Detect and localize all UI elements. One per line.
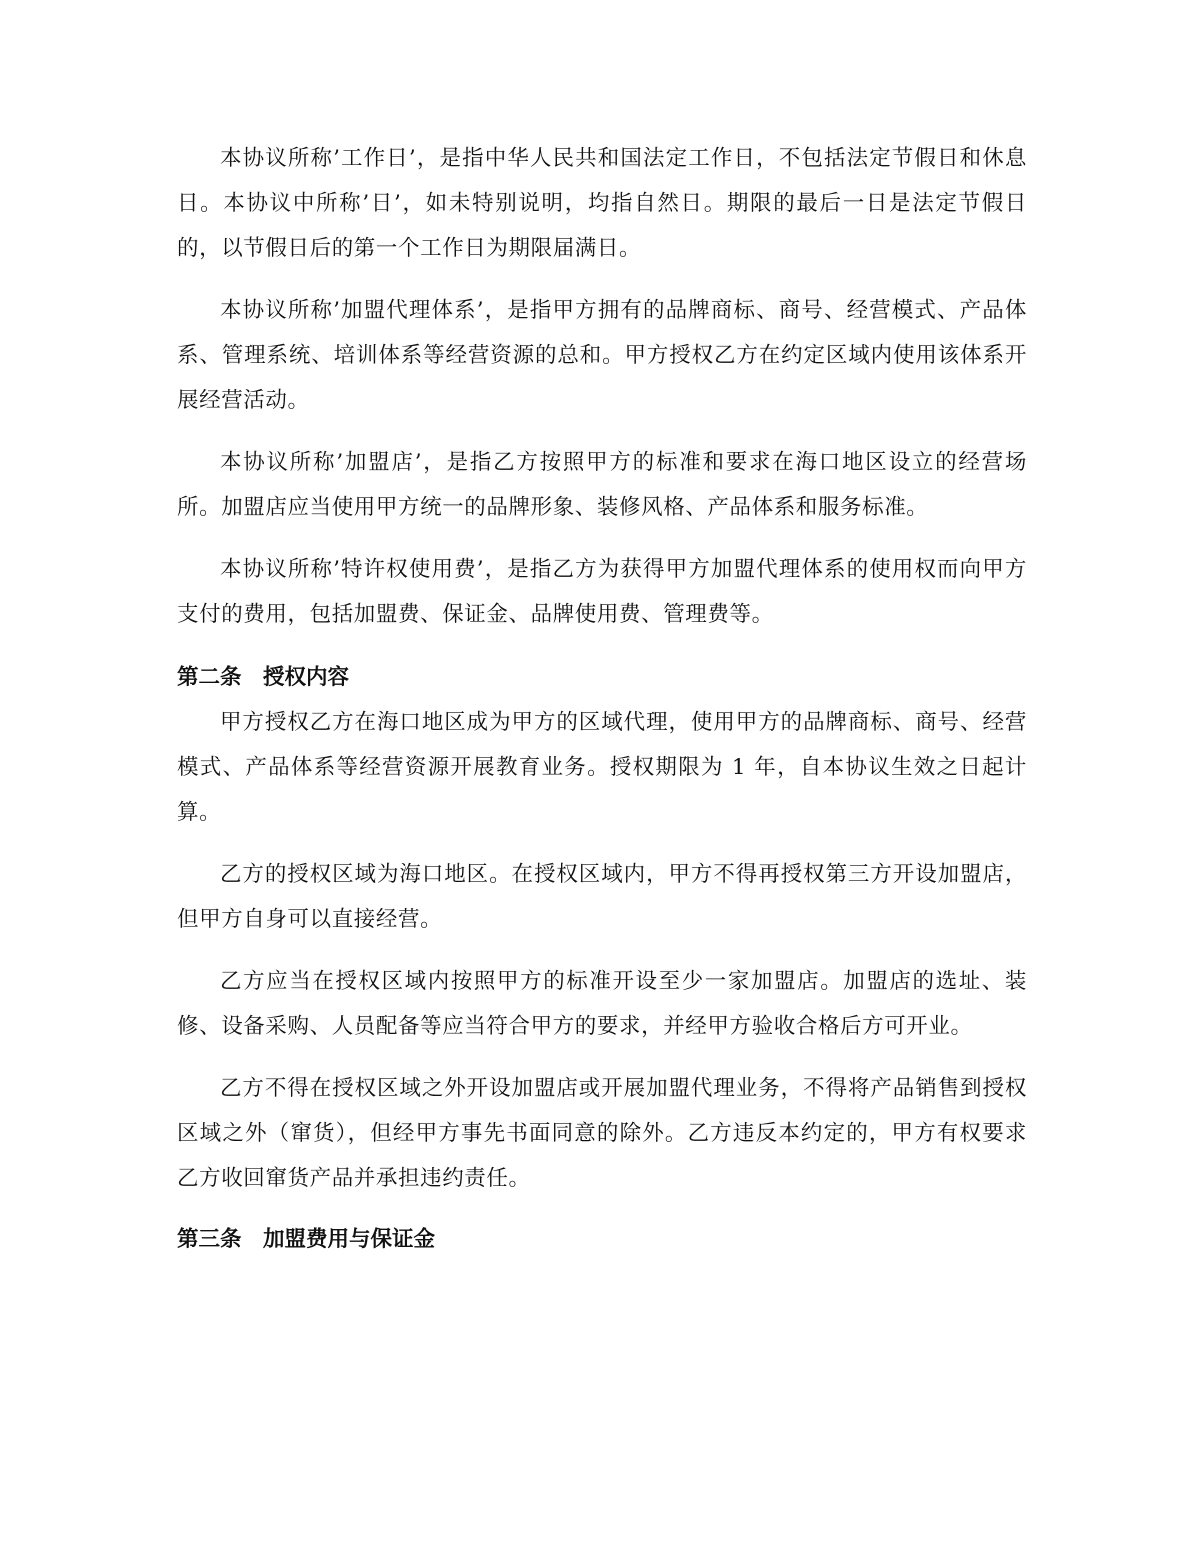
paragraph-authorization-scope: 甲方授权乙方在海口地区成为甲方的区域代理，使用甲方的品牌商标、商号、经营模式、产品体系等经营资源开展教育业务。授权期限为 1 年，自本协议生效之日起计算。: [177, 710, 1027, 825]
paragraph-authorized-territory: 乙方的授权区域为海口地区。在授权区域内，甲方不得再授权第三方开设加盟店，但甲方自身可以直接经营。: [177, 862, 1027, 932]
paragraph-workday-definition: 本协议所称’工作日’，是指中华人民共和国法定工作日，不包括法定节假日和休息日。本协议中所称’日’，如未特别说明，均指自然日。期限的最后一日是法定节假日的，以节假日后的第一个工作日为期限届满日。: [177, 146, 1027, 261]
article-3-heading: 第三条 加盟费用与保证金: [177, 1227, 436, 1252]
paragraph-franchise-system-definition: 本协议所称’加盟代理体系’，是指甲方拥有的品牌商标、商号、经营模式、产品体系、管理系统、培训体系等经营资源的总和。甲方授权乙方在约定区域内使用该体系开展经营活动。: [177, 298, 1027, 413]
paragraph-franchise-store-definition: 本协议所称’加盟店’，是指乙方按照甲方的标准和要求在海口地区设立的经营场所。加盟店应当使用甲方统一的品牌形象、装修风格、产品体系和服务标准。: [177, 450, 1027, 520]
paragraph-store-opening-requirement: 乙方应当在授权区域内按照甲方的标准开设至少一家加盟店。加盟店的选址、装修、设备采购、人员配备等应当符合甲方的要求，并经甲方验收合格后方可开业。: [177, 969, 1027, 1039]
document-body: [177, 136, 1027, 1262]
paragraph-franchise-fee-definition: 本协议所称’特许权使用费’，是指乙方为获得甲方加盟代理体系的使用权而向甲方支付的费用，包括加盟费、保证金、品牌使用费、管理费等。: [177, 557, 1027, 627]
paragraph-territory-restriction: 乙方不得在授权区域之外开设加盟店或开展加盟代理业务，不得将产品销售到授权区域之外（窜货），但经甲方事先书面同意的除外。乙方违反本约定的，甲方有权要求乙方收回窜货产品并承担违约责任。: [177, 1076, 1027, 1191]
article-2-heading: 第二条 授权内容: [177, 665, 350, 690]
